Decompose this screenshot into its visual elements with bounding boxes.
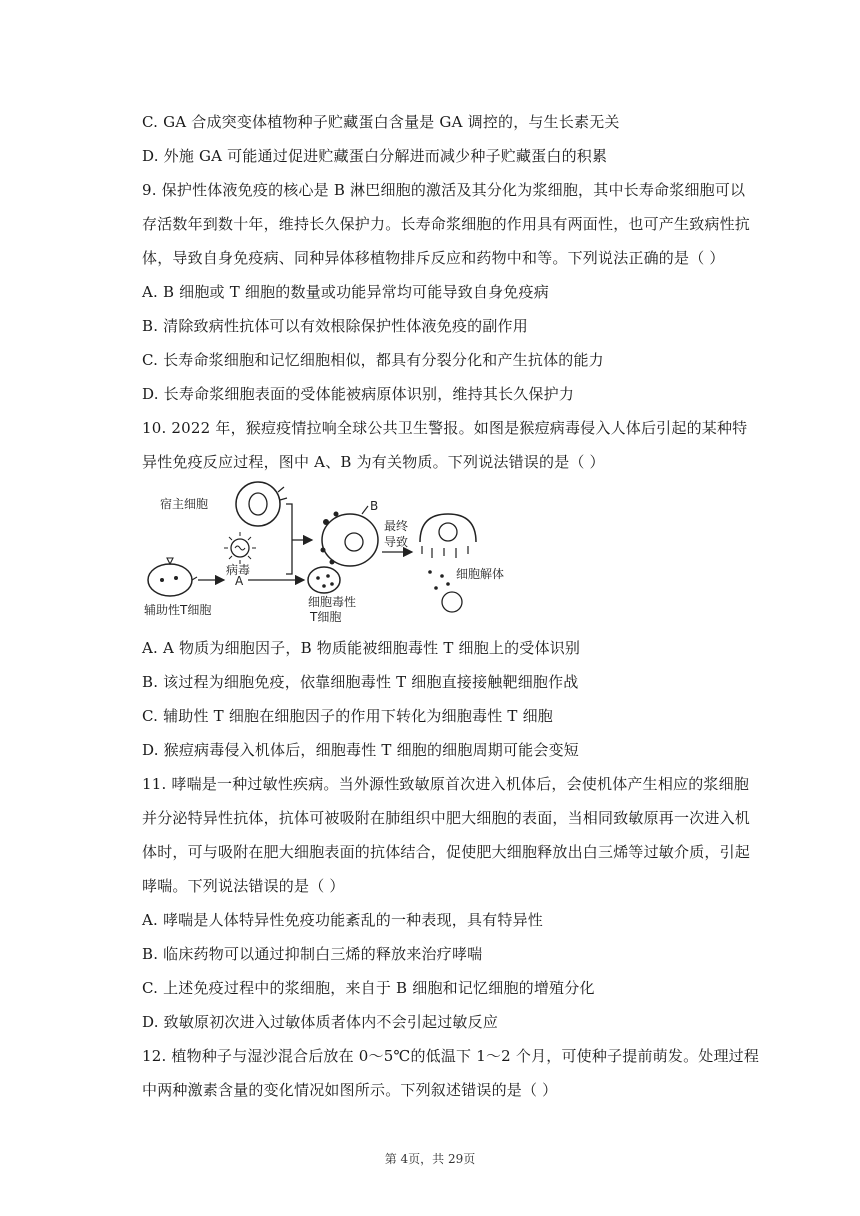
q9-option-d: D. 长寿命浆细胞表面的受体能被病原体识别，维持其长久保护力: [142, 385, 575, 403]
q10-option-b: B. 该过程为细胞免疫，依靠细胞毒性 T 细胞直接接触靶细胞作战: [142, 673, 579, 691]
q9-option-b: B. 清除致病性抗体可以有效根除保护性体液免疫的副作用: [142, 317, 528, 335]
substance-a-label: A: [235, 574, 244, 588]
q10-option-c: C. 辅助性 T 细胞在细胞因子的作用下转化为细胞毒性 T 细胞: [142, 707, 553, 725]
q9-option-c: C. 长寿命浆细胞和记忆细胞相似，都具有分裂分化和产生抗体的能力: [142, 351, 604, 369]
q11-option-c: C. 上述免疫过程中的浆细胞，来自于 B 细胞和记忆细胞的增殖分化: [142, 979, 595, 997]
q11-stem-line: 并分泌特异性抗体，抗体可被吸附在肺组织中肥大细胞的表面，当相同致敏原再一次进入机: [142, 809, 751, 827]
q11-option-d: D. 致敏原初次进入过敏体质者体内不会引起过敏反应: [142, 1013, 499, 1031]
q11-option-a: A. 哮喘是人体特异性免疫功能紊乱的一种表现，具有特异性: [142, 911, 543, 929]
final-label: 导致: [384, 535, 409, 549]
q11-stem-line: 体时，可与吸附在肥大细胞表面的抗体结合，促使肥大细胞释放出白三烯等过敏介质，引起: [142, 843, 751, 861]
q8-option-d: D. 外施 GA 可能通过促进贮藏蛋白分解进而减少种子贮藏蛋白的积累: [142, 147, 608, 165]
q12-stem-line: 中两种激素含量的变化情况如图所示。下列叙述错误的是（ ）: [142, 1081, 558, 1099]
virus-icon: [224, 532, 256, 564]
q9-option-a: A. B 细胞或 T 细胞的数量或功能异常均可能导致自身免疫病: [142, 283, 549, 301]
q11-stem-line: 哮喘。下列说法错误的是（ ）: [142, 877, 345, 895]
q10-option-d: D. 猴痘病毒侵入机体后，细胞毒性 T 细胞的细胞周期可能会变短: [142, 741, 579, 759]
q8-option-c: C. GA 合成突变体植物种子贮藏蛋白含量是 GA 调控的，与生长素无关: [142, 113, 620, 131]
lysed-cell-icon: [420, 514, 476, 612]
q11-stem-line: 11. 哮喘是一种过敏性疾病。当外源性致敏原首次进入机体后，会使机体产生相应的浆细胞: [142, 775, 750, 793]
q10-stem-line: 异性免疫反应过程，图中 A、B 为有关物质。下列说法错误的是（ ）: [142, 453, 605, 471]
lysis-label: 细胞解体: [456, 567, 505, 581]
virus-label: 病毒: [226, 563, 251, 577]
q10-stem-line: 10. 2022 年，猴痘疫情拉响全球公共卫生警报。如图是猴痘病毒侵入人体后引起的某种特: [142, 419, 748, 437]
helper-t-label: 辅助性T细胞: [144, 603, 212, 617]
cytotoxic-t-cell-icon: [308, 567, 340, 593]
q12-stem-line: 12. 植物种子与湿沙混合后放在 0～5℃的低温下 1～2 个月，可使种子提前萌发。处理过程: [142, 1047, 760, 1065]
immune-response-figure: [140, 480, 520, 625]
substance-b-label: B: [370, 499, 379, 513]
host-cell-label: 宿主细胞: [160, 497, 209, 511]
q11-option-b: B. 临床药物可以通过抑制白三烯的释放来治疗哮喘: [142, 945, 483, 963]
cytotoxic-t-label: T细胞: [310, 610, 342, 624]
final-label: 最终: [384, 519, 409, 533]
q10-option-a: A. A 物质为细胞因子，B 物质能被细胞毒性 T 细胞上的受体识别: [142, 639, 581, 657]
host-cell-icon: [236, 482, 287, 526]
q9-stem-line: 体，导致自身免疫病、同种异体移植物排斥反应和药物中和等。下列说法正确的是（ ）: [142, 249, 725, 267]
cytotoxic-t-label: 细胞毒性: [308, 595, 357, 609]
page-footer: 第 4页，共 29页: [384, 1152, 476, 1166]
q9-stem-line: 存活数年到数十年，维持长久保护力。长寿命浆细胞的作用具有两面性，也可产生致病性抗: [142, 215, 751, 233]
q9-stem-line: 9. 保护性体液免疫的核心是 B 淋巴细胞的激活及其分化为浆细胞，其中长寿命浆细胞可以: [142, 181, 746, 199]
helper-t-cell-icon: [148, 558, 197, 596]
target-cell-icon: [321, 506, 379, 566]
